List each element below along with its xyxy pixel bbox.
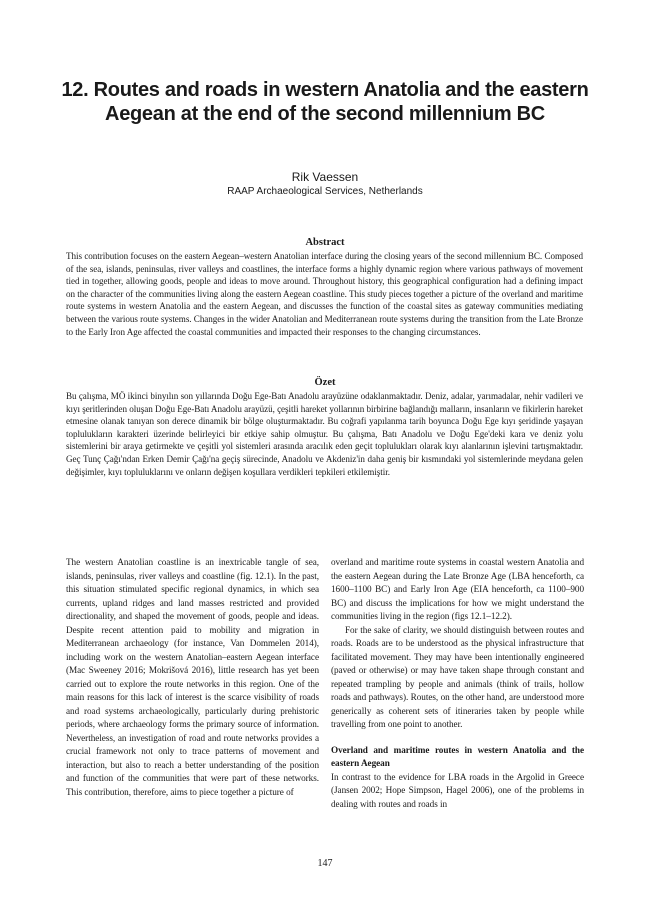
page-number: 147 <box>317 858 333 869</box>
ozet-heading: Özet <box>314 377 336 388</box>
body-left-column <box>66 556 319 799</box>
body-paragraph: For the sake of clarity, we should distinguish between routes and roads. Roads are to be understood as the physical infrastructure that facilitated movement. They may have been intentionally engineered (paved or otherwise) or may have taken shape through constant and repeated trampling by people and animals (think of trails, hollow roads and pathways). Routes, on the other hand, are understood more generically as coherent sets of itineraries taken by people while travelling from one point to another. <box>331 624 584 729</box>
body-paragraph: In contrast to the evidence for LBA roads in the Argolid in Greece (Jansen 2002; Hope Simpson, Hagel 2006), one of the problems in dealing with routes and roads in <box>331 771 584 809</box>
section-subheading: Overland and maritime routes in western Anatolia and the eastern Aegean <box>331 744 584 768</box>
abstract-heading: Abstract <box>305 237 345 248</box>
author-name: Rik Vaessen <box>291 170 359 184</box>
body-paragraph: The western Anatolian coastline is an inextricable tangle of sea, islands, peninsulas, river valleys and coastline (fig. 12.1). In the past, this situation stimulated specific regional dynamics, in which sea currents, upland ridges and land masses restricted and provided directionality, and shaped the movement of goods, people and ideas. Despite recent attention paid to mobility and migration in Mediterranean archaeology (for instance, Van Dommelen 2014), including work on the western Anatolian–eastern Aegean interface (Mac Sweeney 2016; Mokrišová 2016), little research has yet been carried out to explore the route networks in this region. One of the main reasons for this lack of interest is the scarce visibility of roads and road systems archaeologically, particularly during prehistoric periods, where archaeology forms the primary source of information. Nevertheless, an investigation of road and route networks provides a crucial framework not only to trace patterns of movement and interaction, but also to reach a better understanding of the position and function of the communities that were part of these networks. This contribution, therefore, aims to piece together a picture of <box>66 557 319 797</box>
ozet-text: Bu çalışma, MÖ ikinci binyılın son yıllarında Doğu Ege-Batı Anadolu arayüzüne odaklanmaktadır. Deniz, adalar, yarımadalar, nehir vadileri ve kıyı şeritlerinden oluşan Doğu Ege-Batı Anadolu arayüzü, çeşitli hareket yollarının birbirine bağlandığı malların, insanların ve fikirlerin hareket etmesine olanak tanıyan son derece dinamik bir bölge oluşturmaktadır. Bu coğrafi yapılanma tarih boyunca Doğu Ege kıyı şeridinde yaşayan toplulukların karakteri üzerinde belirleyici bir etkiye sahip olmuştur. Bu çalışma, Batı Anadolu ve Doğu Ege'deki kara ve deniz yolu sistemlerini bir araya getirmekte ve çeşitli yol sistemleri arasında aracılık eden geçit toplulukları olarak kıyı alanlarının işlevini tartışmaktadır. Geç Tunç Çağı'ndan Erken Demir Çağı'na geçiş sürecinde, Anadolu ve Akdeniz'in daha geniş bir kısmındaki yol sistemlerinde meydana gelen değişimler, kıyı topluluklarını ve onların değişen koşullara verdikleri tepkileri etkilemiştir. <box>66 391 583 477</box>
author-affiliation: RAAP Archaeological Services, Netherlands <box>227 186 423 197</box>
body-right-column <box>331 556 584 811</box>
abstract-text: This contribution focuses on the eastern Aegean–western Anatolian interface during the closing years of the second millennium BC. Composed of the sea, islands, peninsulas, river valleys and coastlines, the interface forms a highly dynamic region where various pathways of movement tied in together, allowing goods, people and ideas to move around. Throughout history, this geographical configuration had a defining impact on the character of the communities living along the eastern Aegean coastline. This study pieces together a picture of the overland and maritime route systems in western Anatolia and the eastern Aegean, and discusses the function of the coastal sites as gateway communities mediating between the various route systems. Changes in the wider Anatolian and Mediterranean route systems during the transition from the Late Bronze to the Early Iron Age affected the coastal communities and impacted their responses to the changing circumstances. <box>66 251 583 337</box>
chapter-title: 12. Routes and roads in western Anatolia and the eastern Aegean at the end of the second millennium BC <box>61 79 589 125</box>
body-paragraph: overland and maritime route systems in coastal western Anatolia and the eastern Aegean during the Late Bronze Age (LBA henceforth, ca 1600–1100 BC) and Early Iron Age (EIA henceforth, ca 1100–900 BC) and discuss the implications for how we might understand the communities living in the region (figs 12.1–12.2). <box>331 557 584 621</box>
